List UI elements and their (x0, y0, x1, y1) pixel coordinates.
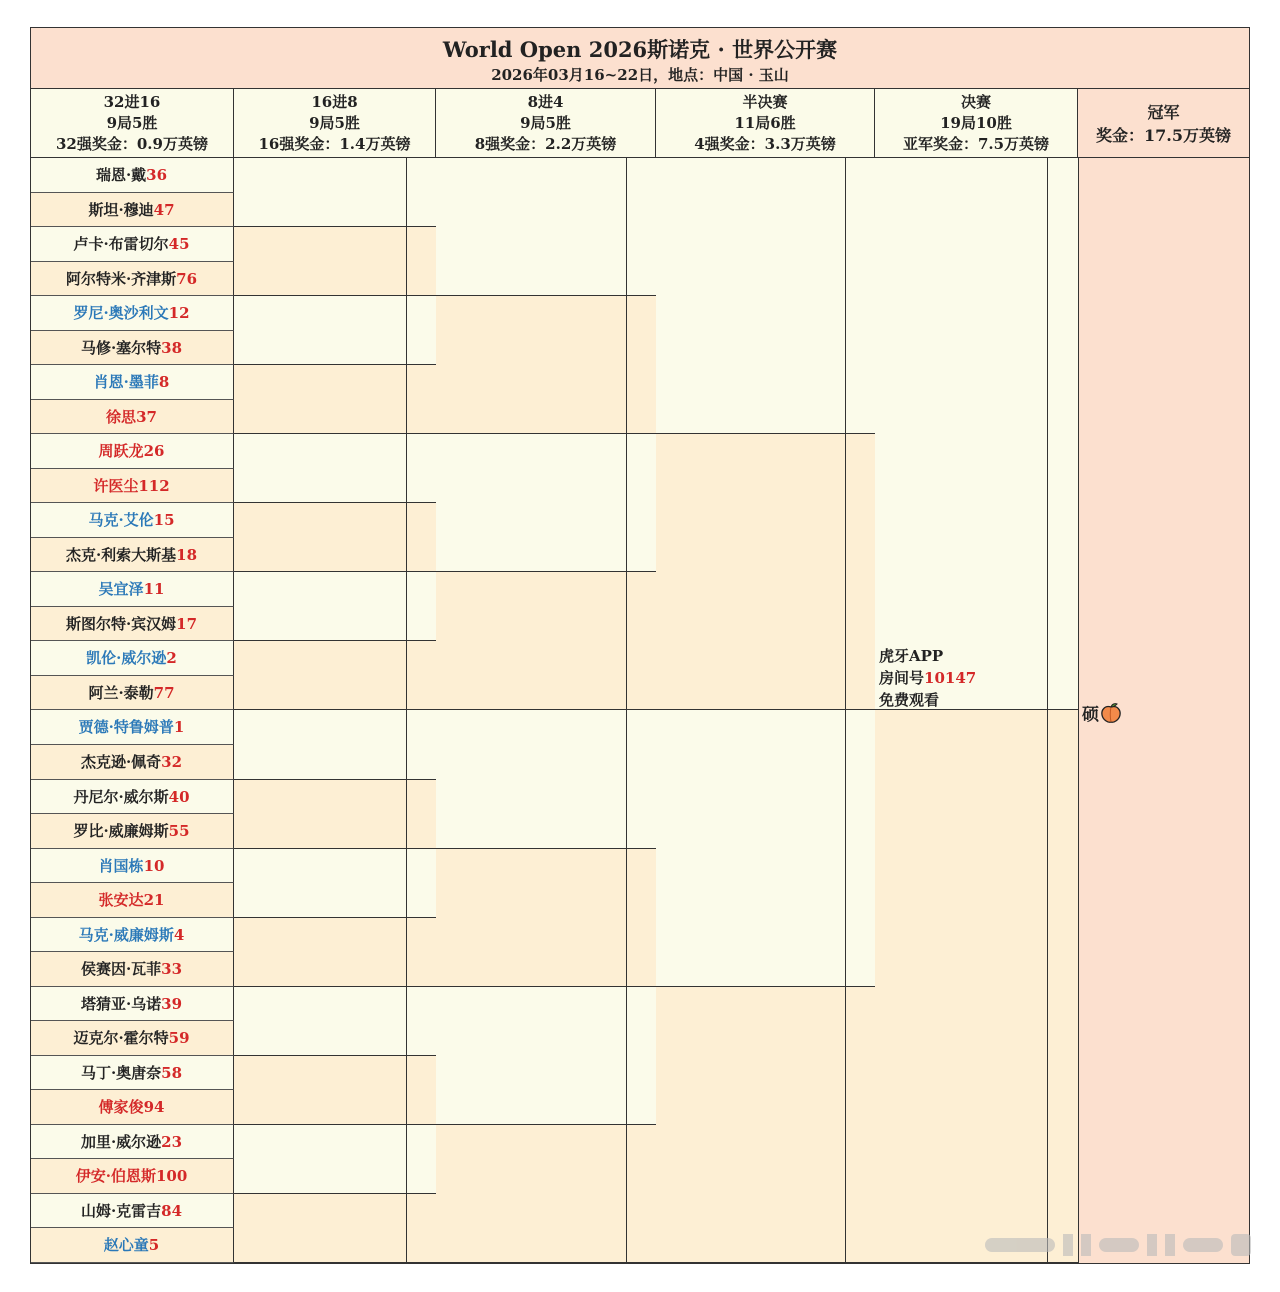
player-seed: 47 (153, 200, 175, 219)
player-seed: 4 (173, 925, 185, 944)
score-cell (203, 1159, 234, 1194)
player-name: 肖恩·墨菲 (93, 373, 159, 392)
score-cell (203, 227, 234, 262)
round-format: 11局6胜 (734, 114, 796, 132)
score-cell (203, 296, 234, 331)
player-name: 伊安·伯恩斯 (75, 1167, 156, 1186)
title-band (31, 28, 1249, 89)
divider (845, 158, 846, 1263)
player-seed: 55 (168, 822, 190, 841)
player-name: 张安达 (98, 891, 144, 910)
player-seed: 58 (161, 1063, 183, 1082)
player-seed: 45 (168, 235, 190, 254)
round-header-r16 (234, 89, 436, 158)
score-cell (203, 434, 234, 469)
player-seed: 39 (161, 994, 183, 1013)
match-cell (436, 296, 656, 434)
player-seed: 36 (146, 166, 168, 184)
player-seed: 15 (153, 511, 175, 530)
score-cell (203, 572, 234, 607)
player-seed: 37 (136, 407, 157, 426)
match-cell (436, 849, 656, 987)
player-name: 山姆·克雷吉 (80, 1201, 162, 1220)
score-cell (203, 710, 234, 745)
score-cell (203, 1056, 234, 1091)
player-name: 马克·威廉姆斯 (78, 925, 174, 944)
player-seed: 40 (168, 787, 190, 806)
page-title: World Open 2026斯诺克 · 世界公开赛 (442, 37, 838, 62)
round-format: 19局10胜 (940, 114, 1012, 132)
player-name: 杰克逊·佩奇 (80, 753, 162, 771)
round-prize: 8强奖金：2.2万英镑 (474, 135, 617, 153)
match-cell (436, 434, 656, 572)
divider (1078, 158, 1079, 1263)
round-name: 32进16 (103, 93, 161, 111)
player-name: 凯伦·威尔逊 (86, 649, 167, 668)
player-seed: 112 (138, 476, 170, 495)
player-name: 罗尼·奥沙利文 (73, 304, 169, 323)
player-seed: 18 (176, 545, 198, 564)
player-seed: 94 (143, 1098, 165, 1117)
player-seed: 8 (158, 373, 170, 392)
score-cell (203, 607, 234, 642)
player-name: 斯图尔特·宾汉姆 (65, 614, 177, 633)
player-name: 马丁·奥唐奈 (80, 1063, 162, 1082)
player-seed: 23 (161, 1132, 183, 1151)
player-name: 吴宜泽 (98, 580, 144, 599)
score-cell (203, 1228, 234, 1263)
match-cell (436, 987, 656, 1125)
score-cell (203, 469, 234, 504)
match-cell (656, 434, 875, 710)
score-cell (203, 676, 234, 711)
player-seed: 12 (168, 304, 190, 323)
round-name: 半决赛 (742, 93, 788, 111)
broadcast-free: 免费观看 (879, 691, 940, 709)
score-cell (203, 883, 234, 918)
player-name: 阿尔特米·齐津斯 (65, 269, 177, 288)
score-cell (203, 918, 234, 953)
score-cell (203, 745, 234, 780)
divider (406, 158, 407, 1263)
player-name: 瑞恩·戴 (95, 166, 147, 184)
champion-header (1078, 89, 1249, 158)
player-name: 肖国栋 (98, 856, 144, 875)
score-cell (203, 331, 234, 366)
player-name: 杰克·利索大斯基 (65, 545, 177, 564)
player-name: 徐思 (106, 407, 137, 426)
player-seed: 33 (161, 960, 183, 979)
player-seed: 1 (173, 718, 185, 737)
player-seed: 32 (161, 753, 183, 771)
player-name: 马克·艾伦 (88, 511, 154, 530)
player-name: 丹尼尔·威尔斯 (73, 787, 169, 806)
player-name: 阿兰·泰勒 (88, 683, 154, 702)
round-header-sf (656, 89, 875, 158)
score-cell (203, 987, 234, 1022)
score-cell (203, 780, 234, 815)
player-seed: 10 (143, 856, 165, 875)
player-name: 加里·威尔逊 (80, 1132, 162, 1151)
player-seed: 76 (176, 269, 198, 288)
broadcast-app: 虎牙APP (879, 647, 944, 665)
match-cell (656, 987, 875, 1263)
player-seed: 2 (166, 649, 177, 668)
player-seed: 38 (161, 338, 183, 357)
score-cell (203, 193, 234, 228)
player-seed: 5 (148, 1236, 160, 1255)
round-prize: 4强奖金：3.3万英镑 (694, 135, 836, 153)
match-cell (436, 572, 656, 710)
score-cell (203, 262, 234, 297)
match-cell (656, 710, 875, 986)
player-name: 周跃龙 (98, 442, 144, 461)
player-name: 许医尘 (93, 476, 139, 495)
match-cell (436, 1125, 656, 1263)
score-cell (203, 952, 234, 987)
player-seed: 84 (161, 1201, 183, 1220)
round-header-final (875, 89, 1078, 158)
player-seed: 17 (176, 614, 198, 633)
player-seed: 11 (143, 580, 165, 599)
player-seed: 77 (153, 683, 175, 702)
round-header-r32 (31, 89, 234, 158)
bracket-table (30, 27, 1250, 1264)
champion-prize: 奖金：17.5万英镑 (1096, 126, 1231, 145)
score-cell (203, 849, 234, 884)
player-name: 斯坦·穆迪 (88, 200, 154, 219)
event-subtitle: 2026年03月16~22日，地点：中国 · 玉山 (491, 66, 789, 84)
watermark-icon (985, 1232, 1255, 1258)
player-seed: 26 (143, 442, 165, 461)
champion-title: 冠军 (1147, 103, 1180, 122)
match-cell (436, 710, 656, 848)
score-cell (203, 1194, 234, 1229)
round-format: 9局5胜 (309, 114, 360, 132)
player-seed: 21 (143, 891, 165, 910)
peach-icon (1099, 705, 1123, 725)
divider (1047, 158, 1048, 1263)
broadcast-info (879, 645, 976, 711)
champion-name: 硕 (1082, 700, 1123, 725)
round-prize: 16强奖金：1.4万英镑 (258, 135, 411, 153)
score-cell (203, 1021, 234, 1056)
round-name: 8进4 (527, 93, 564, 111)
player-name: 侯赛因·瓦菲 (80, 960, 162, 979)
player-name: 赵心童 (103, 1236, 149, 1255)
score-cell (203, 814, 234, 849)
score-cell (203, 400, 234, 435)
broadcast-room: 房间号10147 (879, 669, 977, 687)
player-name: 迈克尔·霍尔特 (73, 1029, 169, 1048)
player-name: 马修·塞尔特 (80, 338, 162, 357)
score-cell (203, 503, 234, 538)
player-name: 贾德·特鲁姆普 (78, 718, 174, 737)
player-name: 傅家俊 (98, 1098, 144, 1117)
score-cell (203, 538, 234, 573)
match-cell (656, 158, 875, 434)
player-name: 罗比·威廉姆斯 (73, 822, 169, 841)
player-seed: 100 (155, 1167, 188, 1186)
score-cell (203, 1125, 234, 1160)
round-name: 16进8 (311, 93, 358, 111)
score-cell (203, 158, 234, 193)
round-prize: 亚军奖金：7.5万英镑 (902, 135, 1050, 153)
round-prize: 32强奖金：0.9万英镑 (56, 135, 208, 153)
round-format: 9局5胜 (520, 114, 571, 132)
score-cell (203, 365, 234, 400)
player-name: 卢卡·布雷切尔 (73, 235, 169, 254)
score-cell (203, 641, 234, 676)
match-cell (436, 158, 656, 296)
room-number: 10147 (924, 669, 977, 687)
round-name: 决赛 (960, 93, 991, 111)
player-name: 塔猜亚·乌诺 (80, 994, 162, 1013)
score-cell (203, 1090, 234, 1125)
player-seed: 59 (168, 1029, 190, 1048)
round-header-qf (436, 89, 656, 158)
round-format: 9局5胜 (106, 114, 158, 132)
divider (626, 158, 627, 1263)
